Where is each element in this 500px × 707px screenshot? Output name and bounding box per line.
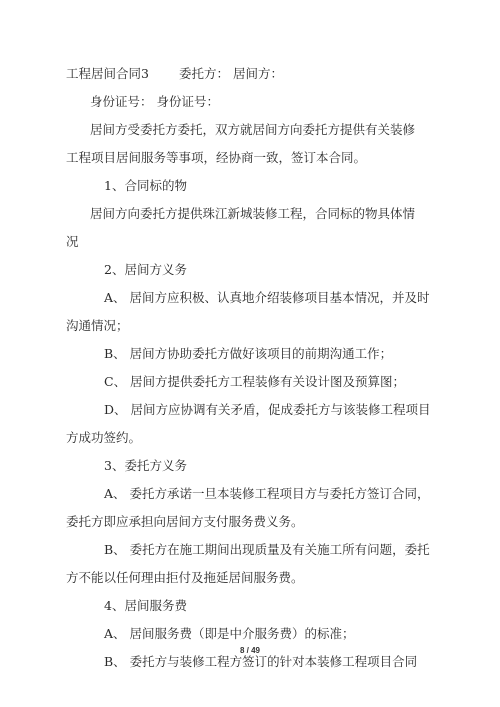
clause-line: 沟通情况；: [66, 318, 129, 333]
section-heading-3: 3、委托方义务: [104, 458, 187, 473]
paragraph-line: 居间方向委托方提供珠江新城装修工程，合同标的物具体情: [90, 206, 416, 221]
clause-line: A、 居间服务费（即是中介服务费）的标准；: [104, 626, 355, 641]
paragraph-line: 工程项目居间服务等事项，经协商一致，签订本合同。: [66, 150, 367, 165]
clause-line: B、 委托方与装修工程方签订的针对本装修工程项目合同: [104, 654, 418, 669]
parties-label: 委托方： 居间方：: [178, 66, 283, 81]
document-title: 工程居间合同3: [66, 66, 149, 81]
clause-line: 方不能以任何理由拒付及拖延居间服务费。: [66, 570, 304, 585]
paragraph-line: 居间方受委托方委托，双方就居间方向委托方提供有关装修: [90, 122, 416, 137]
page-number: 8 / 49: [239, 646, 260, 655]
clause-line: 方成功签约。: [66, 430, 142, 445]
clause-line: B、 居间方协助委托方做好该项目的前期沟通工作；: [104, 346, 393, 361]
id-number-line: 身份证号： 身份证号：: [90, 94, 219, 109]
clause-line: A、 居间方应积极、认真地介绍装修项目基本情况，并及时: [104, 290, 430, 305]
clause-line: C、 居间方提供委托方工程装修有关设计图及预算图；: [104, 374, 406, 389]
paragraph-line: 况: [66, 234, 79, 249]
section-heading-1: 1、合同标的物: [104, 178, 187, 193]
section-heading-4: 4、居间服务费: [104, 598, 187, 613]
clause-line: B、 委托方在施工期间出现质量及有关施工所有问题，委托: [104, 542, 430, 557]
clause-line: D、 居间方应协调有关矛盾，促成委托方与该装修工程项目: [104, 402, 431, 417]
clause-line: 委托方即应承担向居间方支付服务费义务。: [66, 514, 304, 529]
document-body: [66, 60, 436, 676]
document-title-line: [66, 60, 436, 88]
section-heading-2: 2、居间方义务: [104, 262, 187, 277]
clause-line: A、 委托方承诺一旦本装修工程项目方与委托方签订合同，: [104, 486, 430, 501]
